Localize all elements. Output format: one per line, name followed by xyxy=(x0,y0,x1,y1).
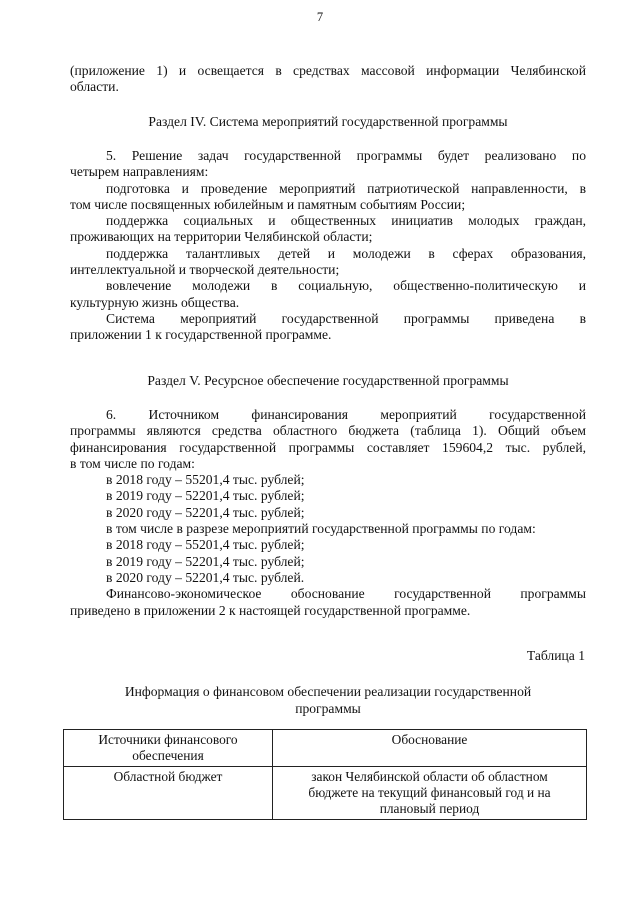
table-title-line: Информация о финансовом обеспечении реализации государственной xyxy=(124,684,532,699)
text-line: Система мероприятий государственной программы приведена в xyxy=(106,310,586,326)
table-label: Таблица 1 xyxy=(526,648,585,663)
section-4-heading: Раздел IV. Система мероприятий государственной программы xyxy=(148,114,508,129)
text-line: подготовка и проведение мероприятий патриотической направленности, в xyxy=(106,180,586,196)
cell-text-line: плановый период xyxy=(379,801,480,816)
cell-basis xyxy=(273,767,587,820)
text-line: приведено в приложении 2 к настоящей государственной программе. xyxy=(70,602,471,618)
text-line: 6. Источником финансирования мероприятий государственной xyxy=(106,407,586,422)
text-line: финансирования государственной программы составляет 159604,2 тыс. рублей, xyxy=(70,439,586,455)
text-line: в том числе по годам: xyxy=(70,455,195,471)
text-line: четырем направлениям: xyxy=(70,164,209,180)
text-line: проживающих на территории Челябинской области; xyxy=(70,229,373,245)
table-title-line: программы xyxy=(295,701,361,716)
table-row xyxy=(64,767,587,820)
text-line: поддержка социальных и общественных инициатив молодых граждан, xyxy=(106,213,586,229)
header-basis xyxy=(273,730,587,767)
text-line: поддержка талантливых детей и молодежи в сферах образования, xyxy=(106,245,586,261)
text-line: области. xyxy=(70,79,119,95)
text-line: культурную жизнь общества. xyxy=(70,294,240,310)
intro-paragraph xyxy=(70,63,586,96)
text-line: в 2019 году – 52201,4 тыс. рублей; xyxy=(106,553,305,569)
text-line: 5. Решение задач государственной программы будет реализовано по xyxy=(106,148,586,163)
text-line: программы являются средства областного бюджета (таблица 1). Общий объем xyxy=(70,423,586,439)
text-line: Финансово-экономическое обоснование государственной программы xyxy=(106,586,586,602)
text-line: (приложение 1) и освещается в средствах массовой информации Челябинской xyxy=(70,63,586,78)
section-5-heading: Раздел V. Ресурсное обеспечение государственной программы xyxy=(147,373,509,388)
text-line: в 2018 году – 55201,4 тыс. рублей; xyxy=(106,537,305,553)
text-line: в 2018 году – 55201,4 тыс. рублей; xyxy=(106,472,305,488)
text-line: в 2019 году – 52201,4 тыс. рублей; xyxy=(106,488,305,504)
cell-text-line: бюджете на текущий финансовый год и на xyxy=(308,785,551,800)
header-text-line: Обоснование xyxy=(391,732,468,747)
text-line: приложении 1 к государственной программе. xyxy=(70,327,332,343)
section-5-body xyxy=(70,407,586,619)
table-title xyxy=(70,683,586,717)
header-text-line: обеспечения xyxy=(132,748,204,763)
table-header-row xyxy=(64,730,587,767)
text-line: в 2020 году – 52201,4 тыс. рублей. xyxy=(106,569,305,585)
cell-text-line: закон Челябинской области об областном xyxy=(311,769,548,784)
text-line: интеллектуальной и творческой деятельности; xyxy=(70,262,340,278)
header-text-line: Источники финансового xyxy=(98,732,238,747)
section-4-body xyxy=(70,148,586,344)
text-line: том числе посвященных юбилейным и памятным событиям России; xyxy=(70,196,466,212)
financing-table xyxy=(63,729,587,820)
page-number: 7 xyxy=(316,10,324,24)
cell-source: Областной бюджет xyxy=(64,767,273,820)
text-line: в том числе в разрезе мероприятий государственной программы по годам: xyxy=(106,521,536,537)
header-sources xyxy=(64,730,273,767)
text-line: вовлечение молодежи в социальную, общественно-политическую и xyxy=(106,278,586,294)
text-line: в 2020 году – 52201,4 тыс. рублей; xyxy=(106,504,305,520)
